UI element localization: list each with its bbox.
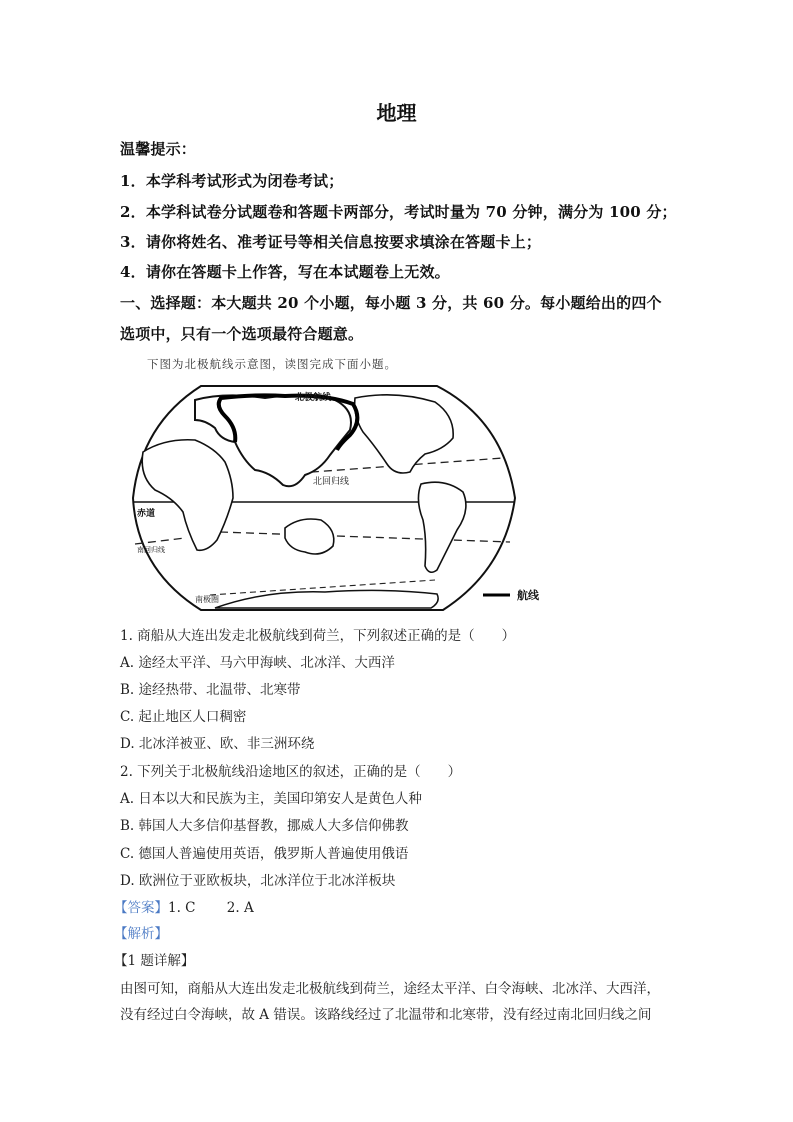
equator-label: 赤道 — [137, 509, 156, 519]
question-2-option-d: D. 欧洲位于亚欧板块，北冰洋位于北冰洋板块 — [120, 873, 396, 889]
tip-item: 4．请你在答题卡上作答，写在本试题卷上无效。 — [120, 263, 450, 281]
question-1-option-a: A. 途经太平洋、马六甲海峡、北冰洋、大西洋 — [120, 655, 395, 671]
answer-label: 【答案】 — [114, 900, 168, 916]
question-2-option-b: B. 韩国人大多信仰基督教，挪威人大多信仰佛教 — [120, 818, 409, 834]
analysis-label: 【解析】 — [114, 926, 168, 942]
question-2-option-a: A. 日本以大和民族为主，美国印第安人是黄色人种 — [120, 791, 422, 807]
question-1-stem: 1. 商船从大连出发走北极航线到荷兰，下列叙述正确的是（ ） — [120, 628, 516, 644]
tip-item: 1．本学科考试形式为闭卷考试； — [120, 172, 344, 190]
antarctic-circle-label: 南极圈 — [195, 595, 219, 604]
analysis-line: 没有经过白令海峡，故 A 错误。该路线经过了北温带和北寒带，没有经过南北回归线之间 — [120, 1007, 652, 1023]
question-2-stem: 2. 下列关于北极航线沿途地区的叙述，正确的是（ ） — [120, 764, 462, 780]
arctic-route-label: 北极航线 — [295, 393, 332, 403]
answer-value: 1. C 2. A — [168, 900, 254, 916]
analysis-subheading: 【1 题详解】 — [114, 953, 195, 969]
question-1-option-c: C. 起止地区人口稠密 — [120, 709, 247, 725]
question-2-option-c: C. 德国人普遍使用英语，俄罗斯人普遍使用俄语 — [120, 846, 409, 862]
tropic-of-cancer-label: 北回归线 — [313, 477, 350, 487]
tips-heading: 温馨提示： — [120, 140, 197, 158]
tip-item: 2．本学科试卷分试题卷和答题卡两部分，考试时量为 70 分钟，满分为 100 分； — [120, 203, 677, 221]
world-map-graphic — [125, 380, 555, 616]
arctic-route-map — [125, 380, 555, 616]
answer-row — [114, 896, 254, 916]
tip-item: 3．请你将姓名、准考证号等相关信息按要求填涂在答题卡上； — [120, 233, 542, 251]
figure-intro: 下图为北极航线示意图，读图完成下面小题。 — [147, 357, 397, 371]
question-1-option-b: B. 途经热带、北温带、北寒带 — [120, 682, 301, 698]
question-1-option-d: D. 北冰洋被亚、欧、非三洲环绕 — [120, 736, 315, 752]
legend-route-label: 航线 — [517, 589, 539, 602]
tropic-of-capricorn-label: 南回归线 — [137, 546, 165, 554]
analysis-line: 由图可知，商船从大连出发走北极航线到荷兰，途经太平洋、白令海峡、北冰洋、大西洋， — [120, 981, 660, 997]
section-heading: 一、选择题：本大题共 20 个小题，每小题 3 分，共 60 分。每小题给出的四个 — [120, 294, 662, 312]
section-heading-continued: 选项中，只有一个选项最符合题意。 — [120, 325, 364, 343]
page-title: 地理 — [376, 101, 417, 125]
